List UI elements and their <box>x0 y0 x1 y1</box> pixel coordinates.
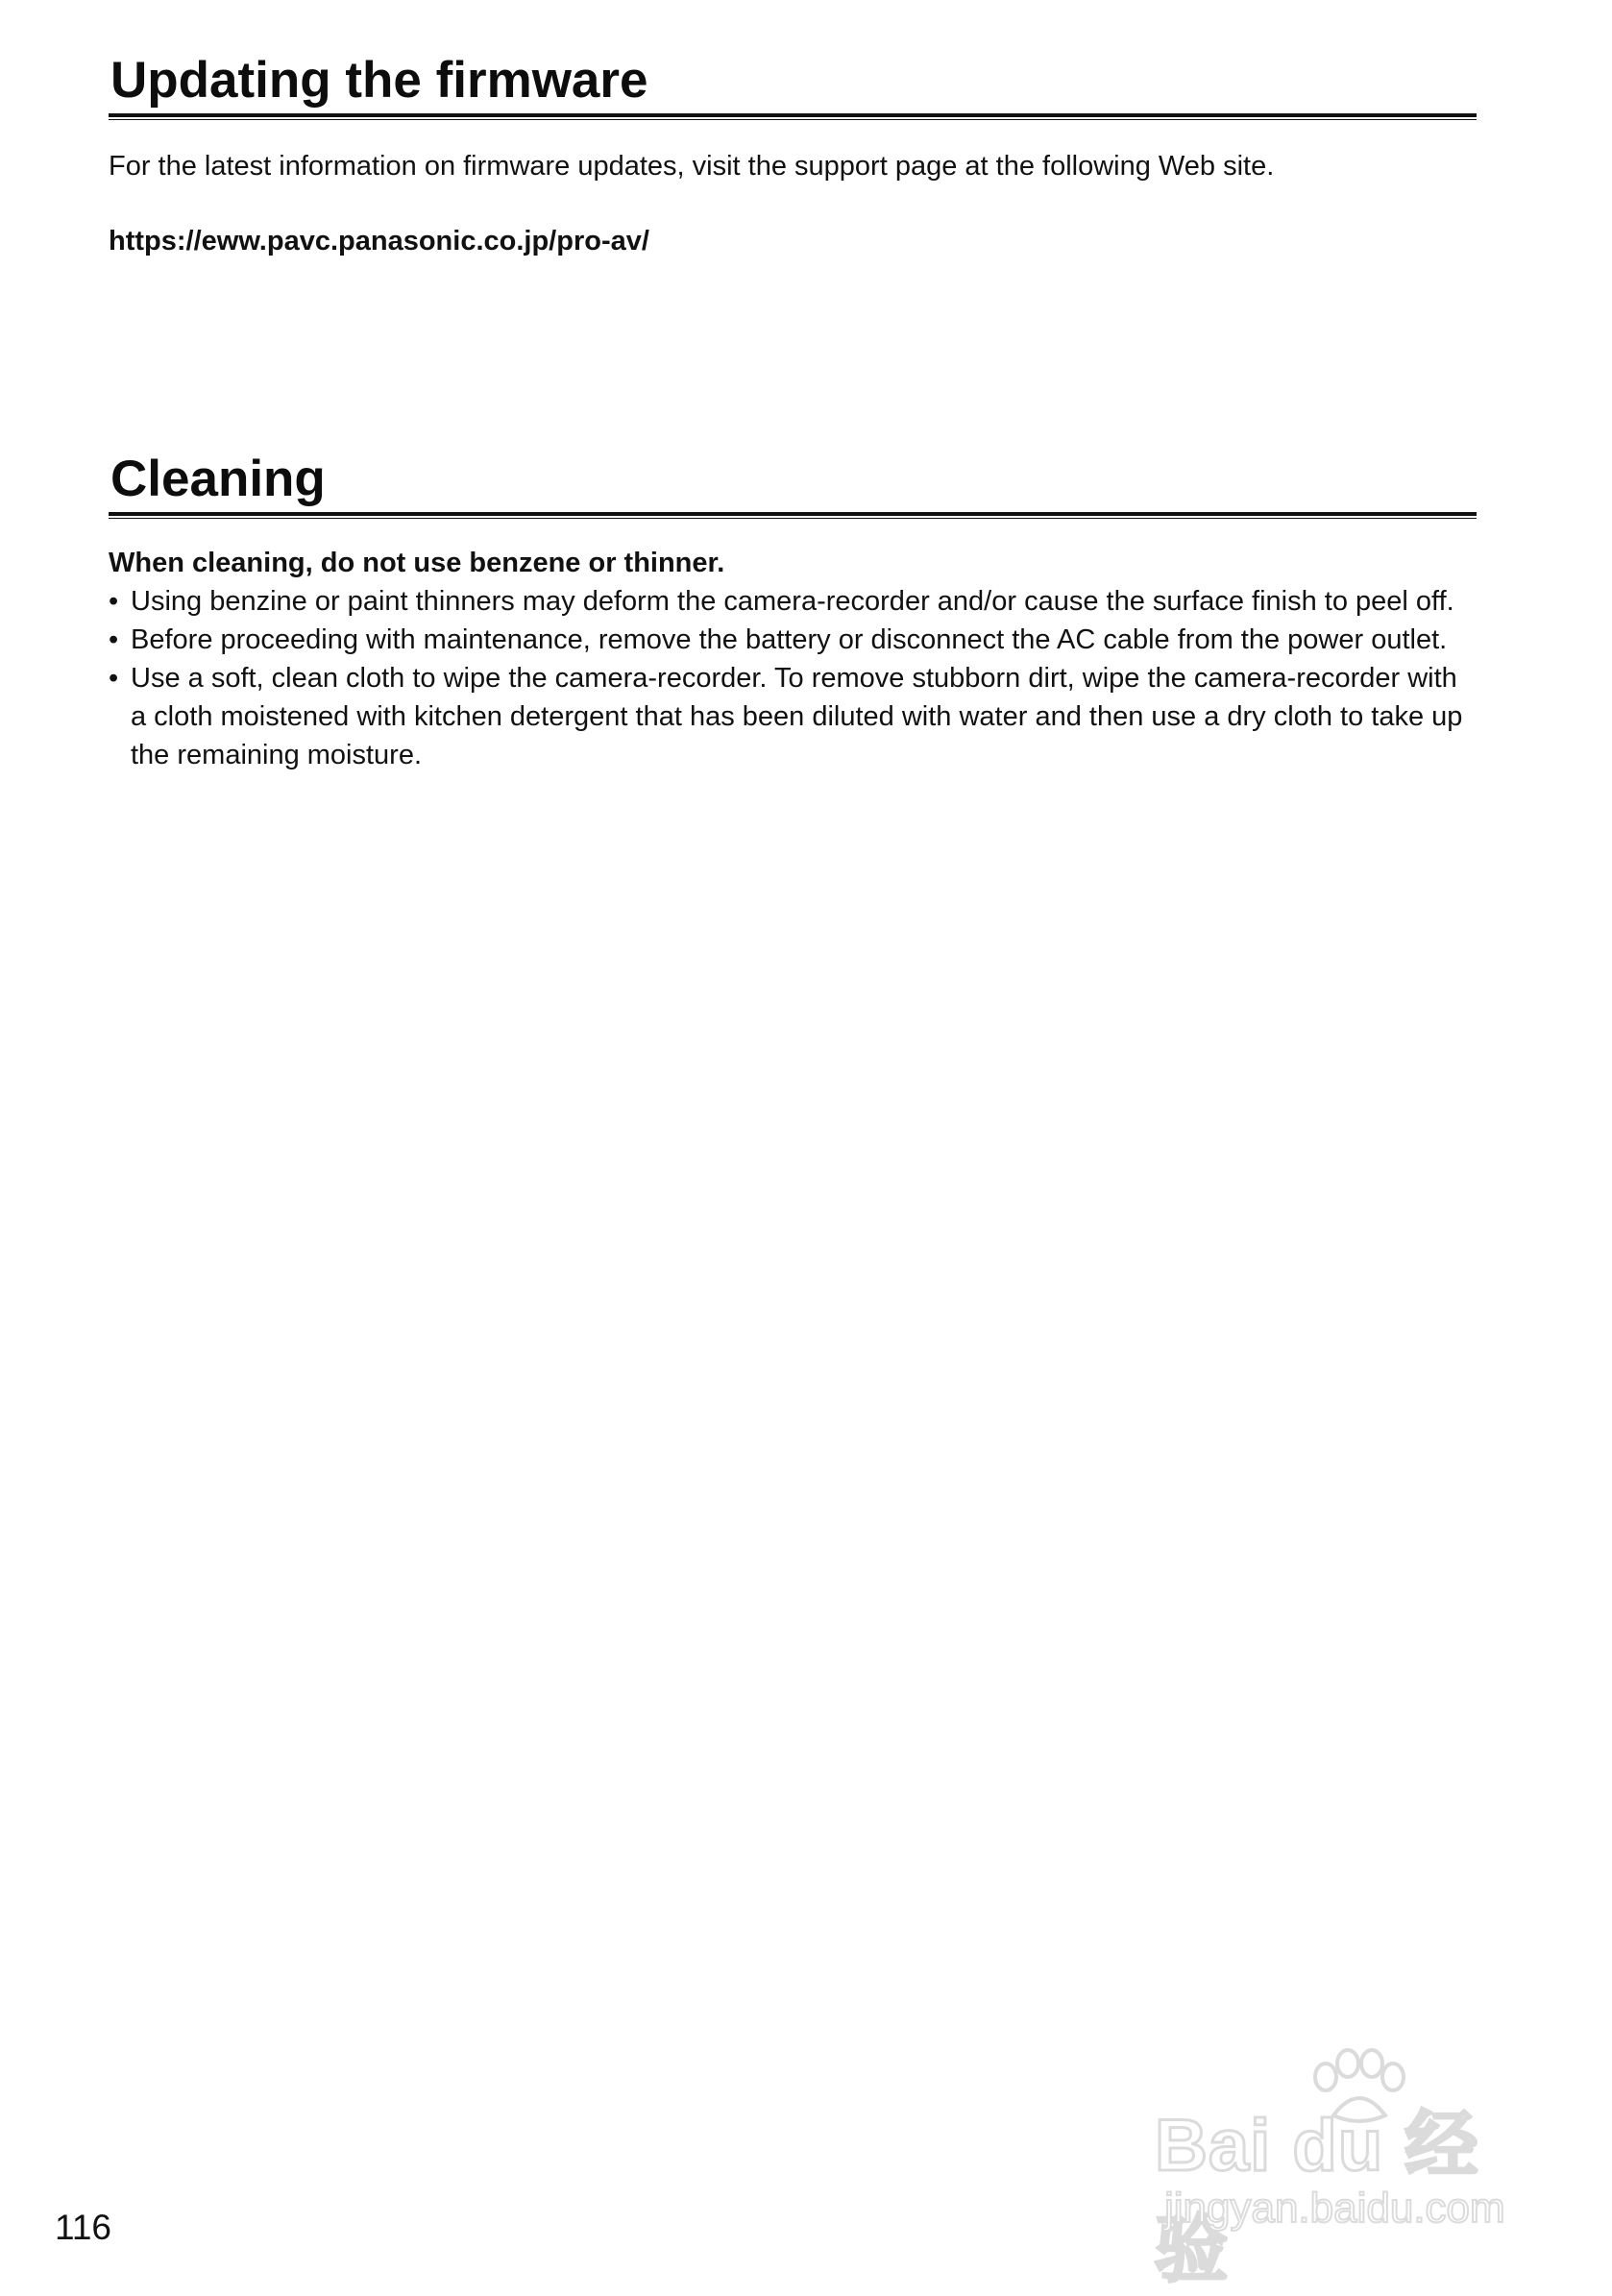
cleaning-section <box>109 449 1477 774</box>
watermark <box>1141 2048 1535 2291</box>
firmware-heading: Updating the firmware <box>110 52 648 109</box>
heading-rule <box>109 512 1477 519</box>
list-item <box>109 582 1477 621</box>
watermark-site: jingyan.baidu.com <box>1164 2185 1505 2232</box>
list-item-text: Use a soft, clean cloth to wipe the camera-recorder. To remove stubborn dirt, wipe the camera-recorder with a cloth moistened with kitchen detergent that has been diluted with water and then use a dry cloth to take up the remaining moisture. <box>131 663 1463 770</box>
list-item <box>109 659 1477 774</box>
cleaning-warning: When cleaning, do not use benzene or thinner. <box>109 548 725 578</box>
support-url-link[interactable]: https://eww.pavc.panasonic.co.jp/pro-av/ <box>109 226 649 256</box>
list-item-text: Before proceeding with maintenance, remove the battery or disconnect the AC cable from the power outlet. <box>131 624 1448 655</box>
cleaning-heading: Cleaning <box>110 451 326 507</box>
bullet-icon: • <box>109 663 119 694</box>
bullet-icon: • <box>109 624 119 655</box>
bullet-icon: • <box>109 586 119 617</box>
list-item <box>109 621 1477 659</box>
firmware-section <box>109 50 1477 260</box>
list-item-text: Using benzine or paint thinners may deform the camera-recorder and/or cause the surface finish to peel off. <box>131 586 1454 617</box>
page-number: 116 <box>55 2208 111 2247</box>
heading-rule <box>109 113 1477 120</box>
cleaning-bullet-list <box>109 582 1477 774</box>
watermark-brand: Bai du 经验 <box>1155 2105 1479 2291</box>
firmware-intro: For the latest information on firmware updates, visit the support page at the following Web site. <box>109 151 1275 182</box>
